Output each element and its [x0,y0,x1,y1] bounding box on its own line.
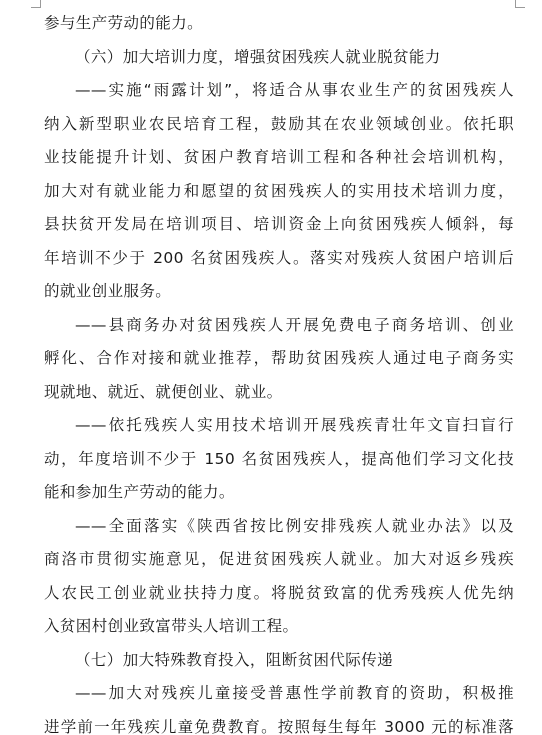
text-line: 现就地、就近、就便创业、就业。 [44,382,283,401]
text-line: 入贫困村创业致富带头人培训工程。 [44,617,299,635]
text-line: ——依托残疾人实用技术培训开展残疾青壮年文盲扫盲行 [75,416,514,434]
section-heading-six: （六）加大培训力度，增强贫困残疾人就业脱贫能力 [75,47,441,66]
text-line: 进学前一年残疾儿童免费教育。按照每生每年 3000 元的标准落 [44,717,514,735]
text-line: 县扶贫开发局在培训项目、培训资金上向贫困残疾人倾斜，每 [44,215,514,233]
text-line: 业技能提升计划、贫困户教育培训工程和各种社会培训机构， [44,148,514,166]
text-line: 孵化、合作对接和就业推荐，帮助贫困残疾人通过电子商务实 [44,349,514,367]
section-heading-seven: （七）加大特殊教育投入，阻断贫困代际传递 [75,650,394,669]
margin-corner-mark-left [31,0,41,8]
document-body [44,7,514,735]
text-line: 纳入新型职业农民培育工程，鼓励其在农业领域创业。依托职 [44,114,514,133]
text-line: 商洛市贯彻实施意见，促进贫困残疾人就业。加大对返乡残疾 [44,550,514,568]
text-line: 动，年度培训不少于 150 名贫困残疾人，提高他们学习文化技 [44,449,514,468]
text-line: 的就业创业服务。 [44,282,172,300]
text-line: 能和参加生产劳动的能力。 [44,483,235,501]
text-line: 参与生产劳动的能力。 [44,14,204,32]
text-line: ——实施“雨露计划”，将适合从事农业生产的贫困残疾人 [75,81,514,99]
text-line: ——加大对残疾儿童接受普惠性学前教育的资助，积极推 [75,684,514,702]
text-line: 加大对有就业能力和愿望的贫困残疾人的实用技术培训力度， [44,181,514,200]
margin-corner-mark-right [515,0,525,8]
text-line: ——全面落实《陕西省按比例安排残疾人就业办法》以及 [75,516,514,535]
text-line: ——县商务办对贫困残疾人开展免费电子商务培训、创业 [75,315,514,334]
text-line: 人农民工创业就业扶持力度。将脱贫致富的优秀残疾人优先纳 [44,583,514,602]
text-line: 年培训不少于 200 名贫困残疾人。落实对残疾人贫困户培训后 [44,248,514,267]
